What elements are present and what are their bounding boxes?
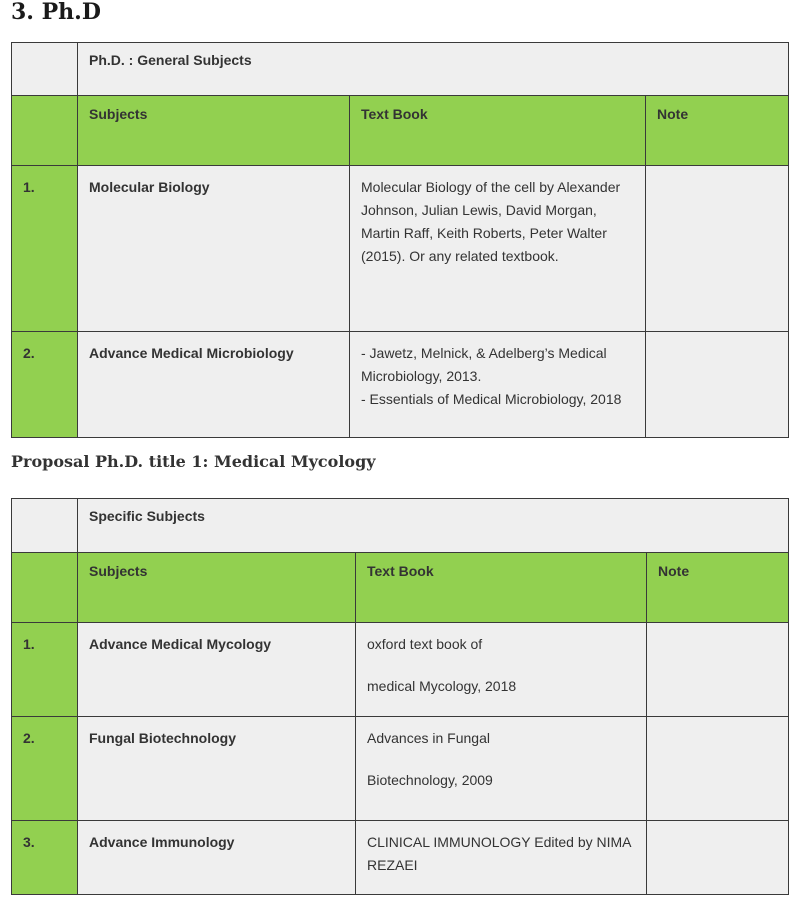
table-row [12,332,789,438]
row-number: 1. [12,166,78,332]
textbook-line: oxford text book of [367,636,483,652]
table-caption: Specific Subjects [78,499,789,553]
table-caption: Ph.D. : General Subjects [78,43,789,96]
row-number: 1. [12,623,78,717]
header-subjects: Subjects [78,96,350,166]
row-number: 2. [12,717,78,821]
table-row [12,623,789,717]
row-subject: Advance Immunology [78,821,356,895]
table-header-row [12,96,789,166]
row-number: 3. [12,821,78,895]
empty-cell [12,43,78,96]
header-textbook: Text Book [356,553,647,623]
empty-header-cell [12,96,78,166]
row-note [647,717,789,821]
row-note [646,166,789,332]
table-row [12,717,789,821]
textbook-line: Advances in Fungal [367,730,490,746]
table-row [12,821,789,895]
table-caption-row [12,499,789,553]
table-caption-row [12,43,789,96]
general-subjects-table [11,42,789,438]
table-row [12,166,789,332]
header-note: Note [647,553,789,623]
textbook-line: - Essentials of Medical Microbiology, 2018 [361,391,622,407]
section-title: 3. Ph.D [11,0,101,25]
textbook-line: - Jawetz, Melnick, & Adelberg’s Medical Microbiology, 2013. [361,345,607,384]
specific-subjects-table [11,498,789,895]
textbook-line: CLINICAL IMMUNOLOGY Edited by NIMA REZAEI [367,834,631,873]
textbook-line: Molecular Biology of the cell by Alexander Johnson, Julian Lewis, David Morgan, Martin Raff, Keith Roberts, Peter Walter (2015). Or any related textbook. [361,179,621,264]
row-number: 2. [12,332,78,438]
row-note [647,821,789,895]
header-textbook: Text Book [350,96,646,166]
row-subject: Advance Medical Microbiology [78,332,350,438]
row-textbook [356,717,647,821]
row-subject: Advance Medical Mycology [78,623,356,717]
table-header-row [12,553,789,623]
row-note [647,623,789,717]
row-note [646,332,789,438]
row-textbook [350,332,646,438]
textbook-line: medical Mycology, 2018 [367,678,517,694]
row-textbook [356,821,647,895]
empty-cell [12,499,78,553]
row-textbook [356,623,647,717]
textbook-line: Biotechnology, 2009 [367,772,493,788]
row-subject: Fungal Biotechnology [78,717,356,821]
empty-header-cell [12,553,78,623]
proposal-title: Proposal Ph.D. title 1: Medical Mycology [11,452,376,471]
row-subject: Molecular Biology [78,166,350,332]
header-subjects: Subjects [78,553,356,623]
header-note: Note [646,96,789,166]
row-textbook [350,166,646,332]
